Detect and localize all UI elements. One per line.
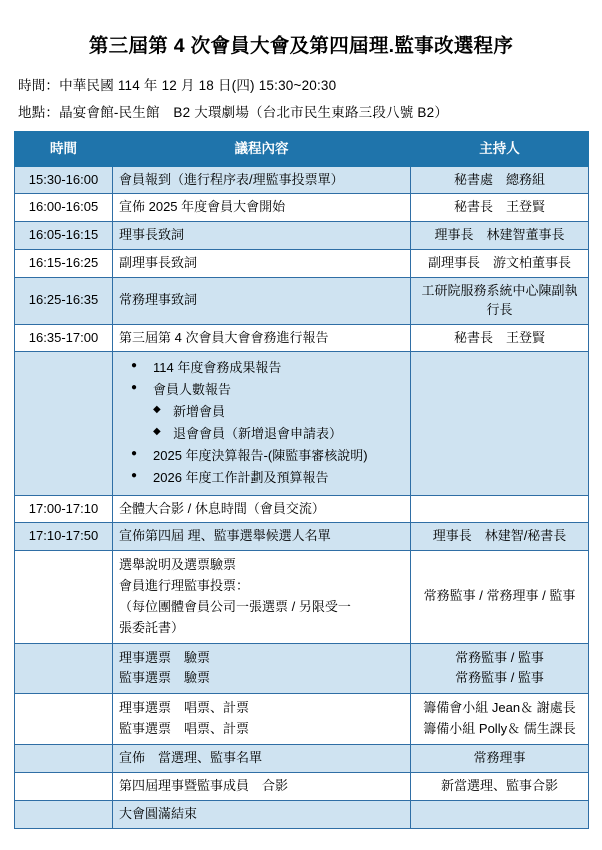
table-row	[15, 694, 589, 745]
meta-datetime: 時間：中華民國 114 年 12 月 18 日(四) 15:30~20:30	[18, 78, 337, 93]
cell-host	[411, 800, 589, 828]
table-row	[15, 772, 589, 800]
table-row	[15, 495, 589, 523]
table-row-report-block	[15, 352, 589, 495]
election-line: 會員進行理監事投票：	[119, 578, 250, 594]
cell-host: 新當選理、監事合影	[411, 772, 589, 800]
cell-time	[15, 772, 113, 800]
report-bullet-list	[119, 359, 404, 487]
cell-host: 秘書處 總務組	[411, 166, 589, 194]
cell-time: 17:00-17:10	[15, 495, 113, 523]
host-line: 籌備會小組 Jean＆ 謝處長	[423, 700, 576, 716]
content-line: 理事選票 驗票	[119, 649, 211, 665]
cell-content: 第三屆第 4 次會員大會會務進行報告	[113, 324, 411, 352]
cell-time	[15, 643, 113, 694]
table-row	[15, 643, 589, 694]
cell-content: 常務理事致詞	[113, 277, 411, 324]
cell-content: 大會圓滿結束	[113, 800, 411, 828]
cell-time	[15, 694, 113, 745]
cell-content: 宣佈 2025 年度會員大會開始	[113, 194, 411, 222]
cell-time: 17:10-17:50	[15, 523, 113, 551]
cell-time: 16:15-16:25	[15, 250, 113, 278]
cell-content: 第四屆理事暨監事成員 合影	[113, 772, 411, 800]
cell-host	[411, 643, 589, 694]
table-row	[15, 324, 589, 352]
host-line: 常務監事 / 監事	[455, 670, 544, 686]
table-row	[15, 222, 589, 250]
meta-venue: 地點：晶宴會館-民生館 B2 大環劇場（台北市民生東路三段八號 B2）	[18, 105, 449, 120]
cell-host: 理事長 林建智董事長	[411, 222, 589, 250]
content-line: 監事選票 驗票	[119, 670, 211, 686]
cell-content	[113, 643, 411, 694]
cell-host: 秘書長 王登賢	[411, 324, 589, 352]
cell-time: 16:00-16:05	[15, 194, 113, 222]
table-row	[15, 250, 589, 278]
election-line: 選舉說明及選票驗票	[119, 557, 237, 573]
cell-host: 常務理事	[411, 744, 589, 772]
page-title: 第三屆第 4 次會員大會及第四屆理.監事改選程序	[88, 35, 514, 57]
document-page	[0, 30, 602, 850]
cell-host: 工研院服務系統中心陳副執行長	[411, 277, 589, 324]
table-header	[15, 132, 589, 167]
table-row	[15, 523, 589, 551]
table-row	[15, 166, 589, 194]
cell-host	[411, 352, 589, 495]
cell-content: 宣佈 當選理、監事名單	[113, 744, 411, 772]
cell-time: 16:35-17:00	[15, 324, 113, 352]
column-header-time: 時間	[15, 132, 113, 167]
cell-host: 秘書長 王登賢	[411, 194, 589, 222]
cell-content: 理事長致詞	[113, 222, 411, 250]
cell-content-election	[113, 551, 411, 643]
report-subitem: ◆ 退會會員（新增退會申請表）	[127, 425, 404, 444]
cell-content: 全體大合影 / 休息時間（會員交流）	[113, 495, 411, 523]
report-item: ● 114 年度會務成果報告	[127, 359, 404, 378]
report-subitem: ◆ 新增會員	[127, 403, 404, 422]
cell-host: 常務監事 / 常務理事 / 監事	[411, 551, 589, 643]
cell-content: 會員報到（進行程序表/理監事投票單）	[113, 166, 411, 194]
cell-time	[15, 551, 113, 643]
election-line: 張委託書）	[119, 619, 185, 635]
report-item: ● 會員人數報告	[127, 381, 404, 400]
cell-host	[411, 495, 589, 523]
host-line: 籌備小組 Polly＆ 儒生課長	[423, 721, 576, 737]
column-header-host: 主持人	[411, 132, 589, 167]
report-item: ● 2025 年度決算報告-(陳監事審核說明)	[127, 447, 404, 466]
table-row	[15, 194, 589, 222]
report-item: ● 2026 年度工作計劃及預算報告	[127, 469, 404, 488]
cell-time	[15, 352, 113, 495]
agenda-table	[14, 131, 589, 829]
cell-content: 副理事長致詞	[113, 250, 411, 278]
cell-content: 宣佈第四屆 理、監事選舉候選人名單	[113, 523, 411, 551]
table-row	[15, 744, 589, 772]
cell-time	[15, 800, 113, 828]
election-line: （每位團體會員公司一張選票 / 另限受一	[119, 598, 351, 614]
content-line: 監事選票 唱票、計票	[119, 721, 250, 737]
cell-content	[113, 694, 411, 745]
table-row	[15, 800, 589, 828]
cell-time: 15:30-16:00	[15, 166, 113, 194]
table-row	[15, 277, 589, 324]
cell-host: 理事長 林建智/秘書長	[411, 523, 589, 551]
column-header-content: 議程內容	[113, 132, 411, 167]
table-row-election-block	[15, 551, 589, 643]
cell-time: 16:05-16:15	[15, 222, 113, 250]
content-line: 理事選票 唱票、計票	[119, 700, 250, 716]
host-line: 常務監事 / 監事	[455, 649, 544, 665]
cell-time	[15, 744, 113, 772]
cell-host	[411, 694, 589, 745]
cell-content-report-list	[113, 352, 411, 495]
cell-time: 16:25-16:35	[15, 277, 113, 324]
cell-host: 副理事長 游文柏董事長	[411, 250, 589, 278]
